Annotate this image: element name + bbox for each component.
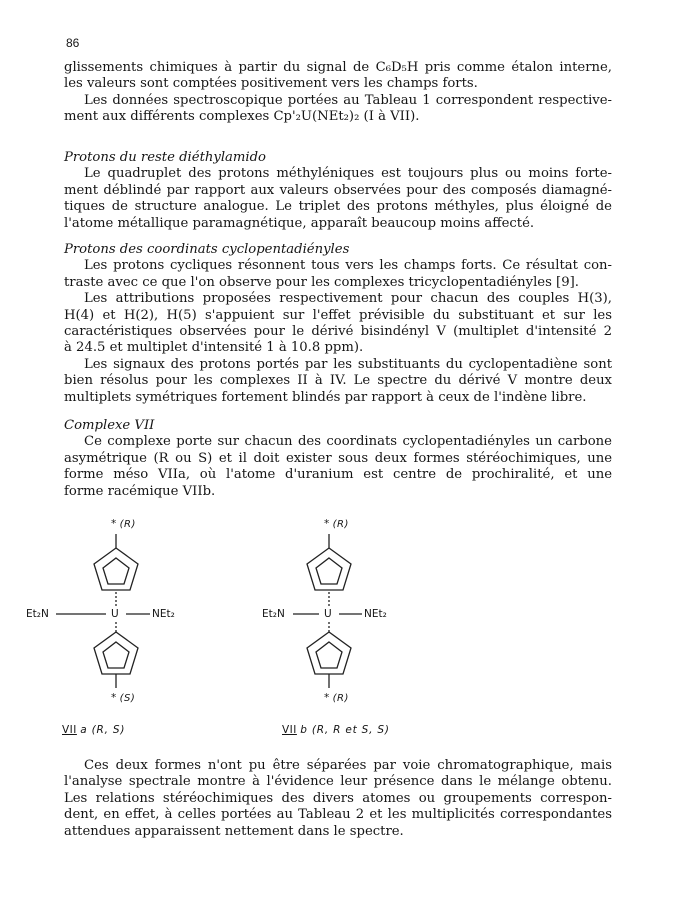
text-line: bien résolus pour les complexes II à IV. Le spectre du dérivé V montre deux bbox=[64, 373, 612, 389]
text-line: ment aux différents complexes Cp'₂U(NEt₂)₂ (I à VII). bbox=[64, 109, 420, 125]
right-group-a: NEt₂ bbox=[152, 608, 175, 620]
text-line: l'atome métallique paramagnétique, apparaît beaucoup moins affecté. bbox=[64, 215, 535, 231]
chiral-label-top-b bbox=[324, 518, 349, 531]
caption-viib bbox=[282, 724, 390, 736]
structure-viia bbox=[56, 534, 150, 688]
section-heading: Protons des coordinats cyclopentadiényles bbox=[64, 242, 350, 257]
star-icon: * bbox=[111, 692, 117, 704]
text-line: Ces deux formes n'ont pu être séparées par voie chromatographique, mais bbox=[84, 758, 612, 773]
text-line: Les protons cycliques résonnent tous vers les champs forts. Ce résultat con- bbox=[84, 258, 612, 274]
chiral-label-bottom-b bbox=[324, 692, 349, 705]
left-group-b: Et₂N bbox=[262, 608, 285, 620]
configuration-label: (R) bbox=[332, 693, 349, 704]
text-line: dent, en effet, à celles portées au Tableau 2 et les multiplicités correspondantes bbox=[64, 807, 612, 823]
text-line: asymétrique (R ou S) et il doit exister sous deux formes stéréochimiques, une bbox=[64, 450, 612, 466]
text-line: Les attributions proposées respectivement pour chacun des couples H(3), bbox=[84, 291, 612, 307]
section-complexe-vii bbox=[64, 418, 612, 500]
caption-viia bbox=[62, 724, 125, 736]
compound-number: VII bbox=[62, 724, 77, 736]
text-line: ment déblindé par rapport aux valeurs observées pour des composés diamagné- bbox=[64, 182, 612, 198]
stereoisomer-figure bbox=[0, 508, 676, 748]
text-line: Ce complexe porte sur chacun des coordinats cyclopentadiényles un carbone bbox=[84, 434, 612, 450]
text-line: forme racémique VIIb. bbox=[64, 483, 216, 499]
section-cyclopentadienyl bbox=[64, 242, 612, 406]
text-line: Les données spectroscopique portées au Tableau 1 correspondent respective- bbox=[84, 92, 612, 108]
text-line: à 24.5 et multiplet d'intensité 1 à 10.8 ppm). bbox=[64, 340, 364, 356]
left-group-a: Et₂N bbox=[26, 608, 49, 620]
structure-drawing bbox=[0, 508, 676, 748]
chiral-label-top-a bbox=[111, 518, 136, 531]
configuration-label: (R) bbox=[332, 519, 349, 530]
page-number: 86 bbox=[66, 36, 80, 50]
text-line: Les signaux des protons portés par les substituants du cyclopentadiène sont bbox=[84, 356, 612, 372]
text-line: les valeurs sont comptées positivement vers les champs forts. bbox=[64, 76, 478, 92]
section-heading: Protons du reste diéthylamido bbox=[64, 150, 266, 165]
uranium-atom-a: U bbox=[111, 608, 119, 620]
caption-text: a (R, S) bbox=[80, 724, 126, 736]
uranium-atom-b: U bbox=[324, 608, 332, 620]
text-line: Le quadruplet des protons méthyléniques est toujours plus ou moins forte- bbox=[84, 166, 612, 182]
section-diethylamido bbox=[64, 150, 612, 232]
configuration-label: (R) bbox=[119, 519, 136, 530]
text-line: traste avec ce que l'on observe pour les complexes tricyclopentadiényles [9]. bbox=[64, 274, 579, 290]
text-line: multiplets symétriques fortement blindés par rapport à ceux de l'indène libre. bbox=[64, 389, 587, 405]
text-line: H(4) et H(2), H(5) s'appuient sur l'effet prévisible du substituant et sur les bbox=[64, 307, 612, 323]
right-group-b: NEt₂ bbox=[364, 608, 387, 620]
star-icon: * bbox=[324, 692, 330, 704]
section-heading: Complexe VII bbox=[64, 418, 155, 433]
text-line: forme méso VIIa, où l'atome d'uranium est centre de prochiralité, et une bbox=[64, 467, 612, 483]
star-icon: * bbox=[324, 518, 330, 530]
caption-text: b (R, R et S, S) bbox=[300, 724, 390, 736]
text-line: Les relations stéréochimiques des divers atomes ou groupements correspon- bbox=[64, 790, 612, 806]
star-icon: * bbox=[111, 518, 117, 530]
text-line: attendues apparaissent nettement dans le spectre. bbox=[64, 823, 404, 839]
intro-paragraph bbox=[64, 60, 612, 126]
text-line: glissements chimiques à partir du signal de C₆D₅H pris comme étalon interne, bbox=[64, 60, 612, 75]
configuration-label: (S) bbox=[119, 693, 136, 704]
text-line: caractéristiques observées pour le dérivé bisindényl V (multiplet d'intensité 2 bbox=[64, 324, 612, 340]
chiral-label-bottom-a bbox=[111, 692, 135, 705]
compound-number: VII bbox=[282, 724, 297, 736]
conclusion-paragraph bbox=[64, 758, 612, 840]
text-line: tiques de structure analogue. Le triplet des protons méthyles, plus éloigné de bbox=[64, 199, 612, 215]
text-line: l'analyse spectrale montre à l'évidence leur présence dans le mélange obtenu. bbox=[64, 774, 612, 790]
